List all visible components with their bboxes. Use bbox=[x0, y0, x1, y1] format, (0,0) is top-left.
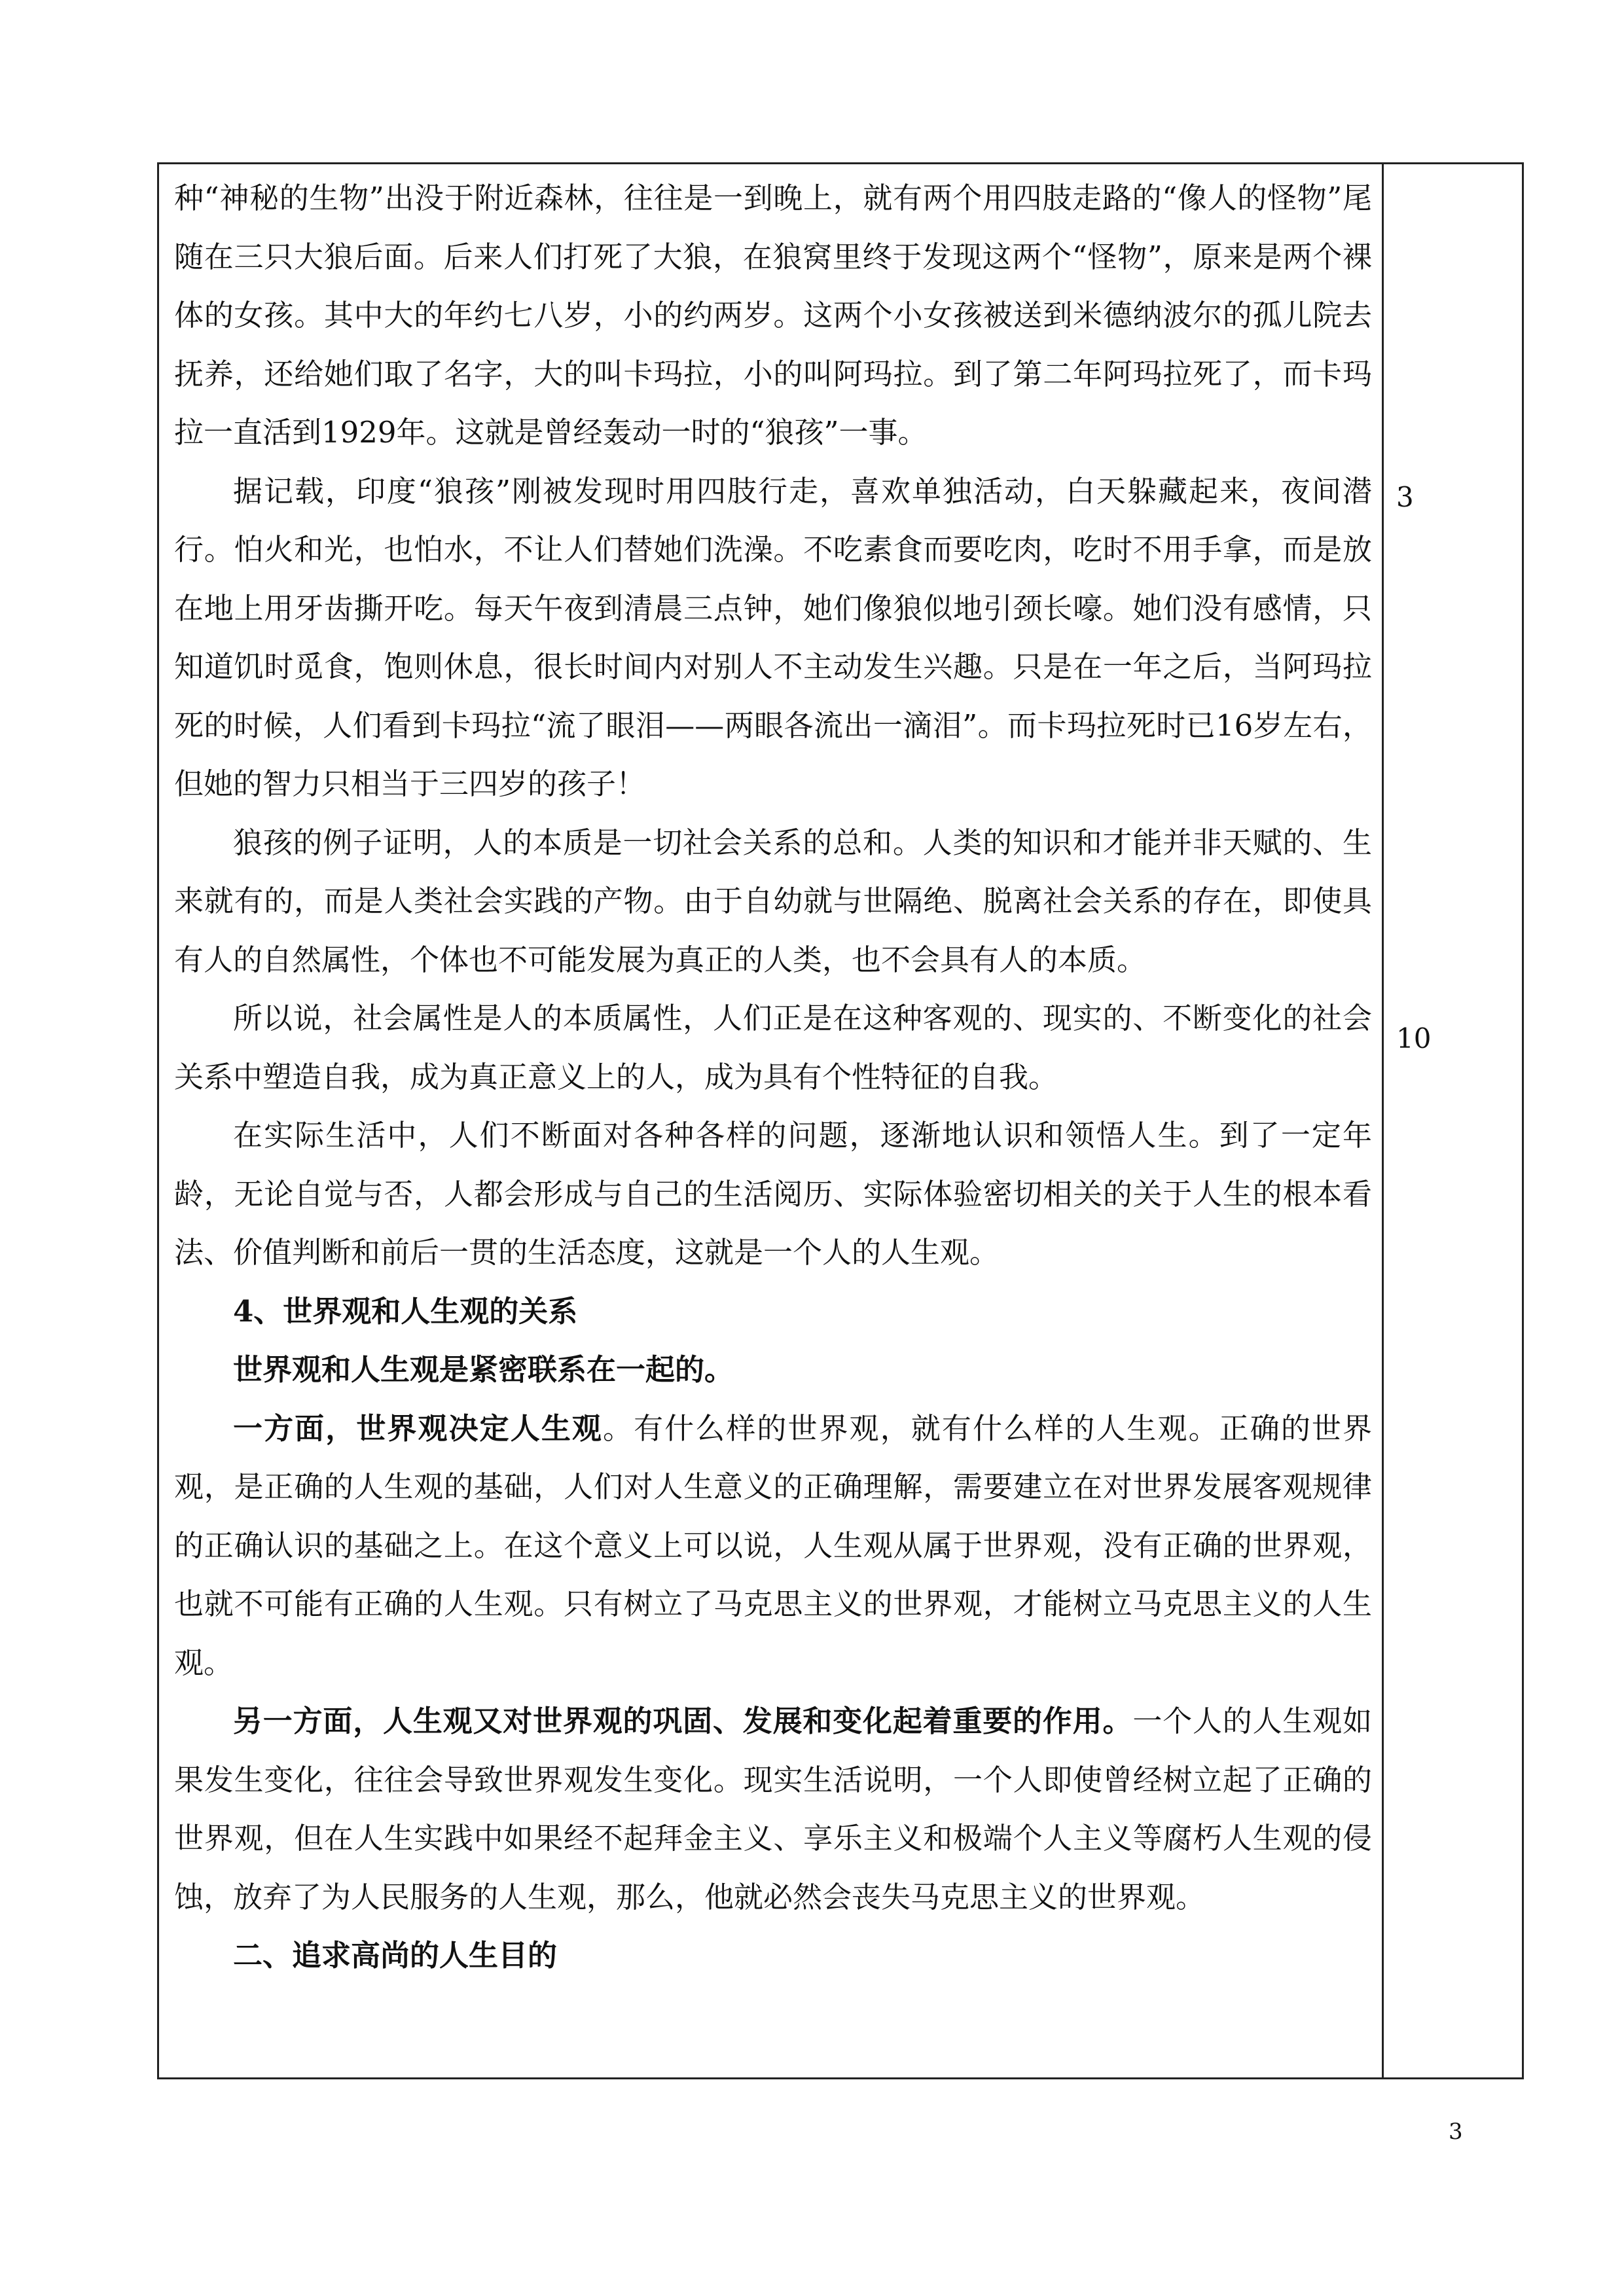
time-allocation-first: 3 bbox=[1396, 481, 1414, 513]
bold-lead-outlook-affects: 另一方面，人生观又对世界观的巩固、发展和变化起着重要的作用。 bbox=[233, 1704, 1133, 1738]
section-heading-noble-purpose: 二、追求高尚的人生目的 bbox=[233, 1938, 558, 1973]
paragraph-wolf-children-discovery: 种“神秘的生物”出没于附近森林，往往是一到晚上，就有两个用四肢走路的“像人的怪物”尾随在三只大狼后面。后来人们打死了大狼，在狼窝里终于发现这两个“怪物”，原来是两个裸体的女孩。其中大的年约七八岁，小的约两岁。这两个小女孩被送到米德纳波尔的孤儿院去抚养，还给她们取了名字，大的叫卡玛拉，小的叫阿玛拉。到了第二年阿玛拉死了，而卡玛拉一直活到1929年。这就是曾经轰动一时的“狼孩”一事。 bbox=[174, 181, 1372, 450]
lesson-content bbox=[174, 169, 1372, 1985]
paragraph-outlook-affects bbox=[174, 1692, 1372, 1926]
bold-statement-close-link: 世界观和人生观是紧密联系在一起的。 bbox=[233, 1352, 734, 1387]
paragraph-wolf-children-behavior: 据记载，印度“狼孩”刚被发现时用四肢行走，喜欢单独活动，白天躲藏起来，夜间潜行。怕火和光，也怕水，不让人们替她们洗澡。不吃素食而要吃肉，吃时不用手拿，而是放在地上用牙齿撕开吃。每天午夜到清晨三点钟，她们像狼似地引颈长嚎。她们没有感情，只知道饥时觅食，饱则休息，很长时间内对别人不主动发生兴趣。只是在一年之后，当阿玛拉死的时候，人们看到卡玛拉“流了眼泪——两眼各流出一滴泪”。而卡玛拉死时已16岁左右，但她的智力只相当于三四岁的孩子！ bbox=[174, 473, 1372, 801]
paragraph-outlook-on-life: 在实际生活中，人们不断面对各种各样的问题，逐渐地认识和领悟人生。到了一定年龄，无论自觉与否，人都会形成与自己的生活阅历、实际体验密切相关的关于人生的根本看法、价值判断和前后一贯的生活态度，这就是一个人的人生观。 bbox=[174, 1118, 1372, 1270]
time-allocation-second: 10 bbox=[1396, 1022, 1432, 1054]
column-divider bbox=[1382, 162, 1384, 2079]
paragraph-social-attribute: 所以说，社会属性是人的本质属性，人们正是在这种客观的、现实的、不断变化的社会关系中塑造自我，成为真正意义上的人，成为具有个性特征的自我。 bbox=[174, 1001, 1372, 1094]
paragraph-outlook-affects-body: 一个人的人生观如果发生变化，往往会导致世界观发生变化。现实生活说明，一个人即使曾经树立起了正确的世界观，但在人生实践中如果经不起拜金主义、享乐主义和极端个人主义等腐朽人生观的侵蚀，放弃了为人民服务的人生观，那么，他就必然会丧失马克思主义的世界观。 bbox=[174, 1704, 1372, 1914]
bold-lead-worldview-decides: 一方面，世界观决定人生观 bbox=[233, 1410, 603, 1446]
paragraph-human-essence: 狼孩的例子证明，人的本质是一切社会关系的总和。人类的知识和才能并非天赋的、生来就有的，而是人类社会实践的产物。由于自幼就与世隔绝、脱离社会关系的存在，即使具有人的自然属性，个体也不可能发展为真正的人类，也不会具有人的本质。 bbox=[174, 825, 1372, 977]
page-number: 3 bbox=[1449, 2119, 1463, 2145]
paragraph-worldview-decides-body: 。有什么样的世界观，就有什么样的人生观。正确的世界观，是正确的人生观的基础，人们对人生意义的正确理解，需要建立在对世界发展客观规律的正确认识的基础之上。在这个意义上可以说，人生观从属于世界观，没有正确的世界观，也就不可能有正确的人生观。只有树立了马克思主义的世界观，才能树立马克思主义的人生观。 bbox=[174, 1410, 1372, 1680]
paragraph-worldview-decides bbox=[174, 1399, 1372, 1693]
section-heading-relationship: 4、世界观和人生观的关系 bbox=[233, 1293, 578, 1329]
